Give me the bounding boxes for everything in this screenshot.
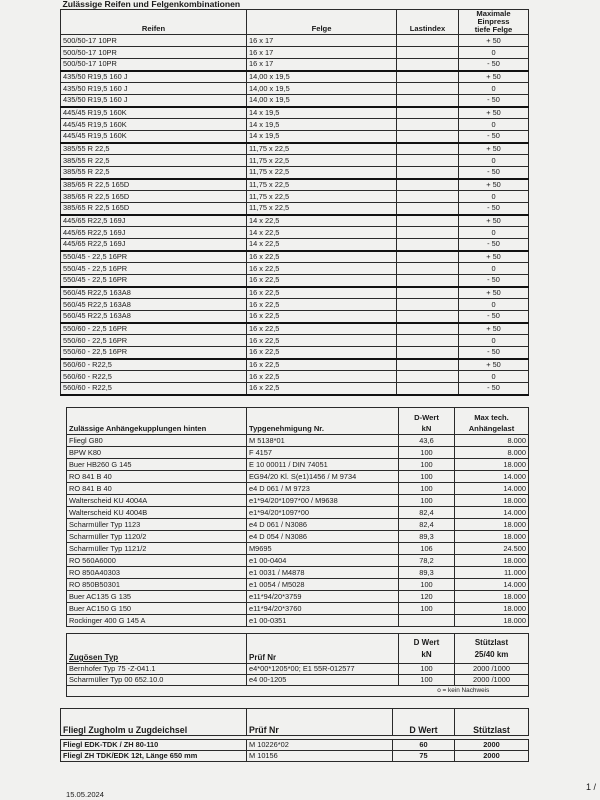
tyre-cell: + 50 — [459, 251, 529, 263]
tyre-cell: 445/45 R19,5 160K — [61, 107, 247, 119]
coupling-cell: 78,2 — [399, 555, 455, 567]
coupling-cell: RO 850B50301 — [67, 579, 247, 591]
tyre-cell — [397, 383, 459, 395]
tyre-cell: 11,75 x 22,5 — [247, 155, 397, 167]
tyre-row — [61, 275, 529, 287]
coupling-cell: 18.000 — [455, 615, 529, 627]
tyre-cell: 14 x 19,5 — [247, 131, 397, 143]
tyre-row — [61, 383, 529, 395]
tyre-row — [61, 311, 529, 323]
tyre-cell — [397, 107, 459, 119]
coupling-cell: M 5138*01 — [247, 435, 399, 447]
coupling-cell: 100 — [399, 483, 455, 495]
tyre-cell: 560/45 R22,5 163A8 — [61, 311, 247, 323]
tyre-cell: 550/60 - 22,5 16PR — [61, 323, 247, 335]
tyre-cell: 445/65 R22,5 169J — [61, 227, 247, 239]
footer-date: 15.05.2024 — [66, 790, 105, 799]
tyre-cell: + 50 — [459, 143, 529, 155]
coupling-row — [67, 507, 529, 519]
tyre-cell: 0 — [459, 299, 529, 311]
tyre-cell: 16 x 17 — [247, 59, 397, 71]
drawbar-cell: M 10156 — [247, 751, 393, 762]
tyre-cell: - 50 — [459, 203, 529, 215]
coupling-table — [66, 407, 529, 627]
eye-cell: 2000 /1000 — [455, 675, 529, 686]
coupling-cell: e11*94/20*3759 — [247, 591, 399, 603]
tyre-cell: 500/50-17 10PR — [61, 47, 247, 59]
coupling-cell: e1 00-0404 — [247, 555, 399, 567]
coupling-row — [67, 591, 529, 603]
drawbar-row — [61, 751, 529, 762]
tyre-cell: 445/45 R19,5 160K — [61, 131, 247, 143]
tyre-cell — [397, 347, 459, 359]
coupling-cell: e11*94/20*3760 — [247, 603, 399, 615]
tyre-cell: 445/65 R22,5 169J — [61, 239, 247, 251]
coupling-table-body — [67, 435, 529, 627]
coupling-cell: Walterscheid KU 4004B — [67, 507, 247, 519]
coupling-cell: e4 D 061 / M 9723 — [247, 483, 399, 495]
tyre-cell: 16 x 22,5 — [247, 311, 397, 323]
drawbar-cell: M 10226*02 — [247, 740, 393, 751]
coupling-load-line2: Anhängelast — [468, 424, 515, 433]
coupling-cell: 100 — [399, 447, 455, 459]
coupling-cell: e1 0031 / M4878 — [247, 567, 399, 579]
tyre-cell: 0 — [459, 263, 529, 275]
col-coupling-name: Zulässige Anhängekupplungen hinten — [67, 408, 247, 435]
tyre-row — [61, 143, 529, 155]
col-felge: Felge — [247, 10, 397, 35]
coupling-cell: 18.000 — [455, 459, 529, 471]
drawbar-eye-table — [66, 633, 529, 697]
tyre-cell: 500/50-17 10PR — [61, 35, 247, 47]
coupling-cell: 18.000 — [455, 555, 529, 567]
tyre-cell: 16 x 22,5 — [247, 263, 397, 275]
coupling-cell: 100 — [399, 603, 455, 615]
coupling-cell: 100 — [399, 495, 455, 507]
coupling-load-line1: Max tech. — [474, 413, 509, 422]
tyre-cell: 0 — [459, 371, 529, 383]
coupling-cell: 89,3 — [399, 567, 455, 579]
tyre-cell — [397, 119, 459, 131]
tyre-cell — [397, 323, 459, 335]
tyre-cell: 16 x 22,5 — [247, 371, 397, 383]
tyre-cell — [397, 263, 459, 275]
coupling-cell: 100 — [399, 459, 455, 471]
tyre-cell — [397, 239, 459, 251]
coupling-cell: 100 — [399, 579, 455, 591]
coupling-cell: 14.000 — [455, 483, 529, 495]
tyre-table-title: Zulässige Reifen und Felgenkombinationen — [61, 0, 529, 10]
tyre-row — [61, 371, 529, 383]
coupling-cell: RO 841 B 40 — [67, 471, 247, 483]
tyre-cell: 14 x 22,5 — [247, 239, 397, 251]
tyre-cell: - 50 — [459, 311, 529, 323]
col-drawbar-dwert: D Wert — [393, 709, 455, 736]
tyre-cell: 435/50 R19,5 160 J — [61, 95, 247, 107]
coupling-row — [67, 603, 529, 615]
tyre-cell: 16 x 22,5 — [247, 347, 397, 359]
col-einpresstiefe — [459, 10, 529, 35]
tyre-cell — [397, 251, 459, 263]
coupling-cell: Scharmüller Typ 1123 — [67, 519, 247, 531]
tyre-cell: 385/55 R 22,5 — [61, 167, 247, 179]
col-coupling-approval: Typgenehmigung Nr. — [247, 408, 399, 435]
tyre-row — [61, 47, 529, 59]
tyre-cell: 0 — [459, 335, 529, 347]
tyre-cell — [397, 47, 459, 59]
note-text: o = kein Nachweis — [399, 686, 529, 697]
tyre-row — [61, 167, 529, 179]
eye-row — [67, 664, 529, 675]
drawbar-cell: 75 — [393, 751, 455, 762]
tyre-cell: - 50 — [459, 383, 529, 395]
coupling-cell: 14.000 — [455, 471, 529, 483]
tyre-cell: 385/55 R 22,5 — [61, 155, 247, 167]
coupling-cell: 89,3 — [399, 531, 455, 543]
tyre-cell: 550/45 - 22,5 16PR — [61, 251, 247, 263]
tyre-cell: 550/45 - 22,5 16PR — [61, 263, 247, 275]
coupling-cell: 18.000 — [455, 531, 529, 543]
tyre-cell: 16 x 22,5 — [247, 335, 397, 347]
tyre-cell: 550/45 - 22,5 16PR — [61, 275, 247, 287]
tyre-cell: + 50 — [459, 107, 529, 119]
coupling-cell: Buer AC150 G 150 — [67, 603, 247, 615]
tyre-cell: 0 — [459, 119, 529, 131]
coupling-cell: 8.000 — [455, 447, 529, 459]
note-spacer — [67, 686, 247, 697]
eye-dwert-line1: D Wert — [413, 637, 440, 647]
tyre-row — [61, 179, 529, 191]
coupling-cell: 43,6 — [399, 435, 455, 447]
eye-row — [67, 675, 529, 686]
drawbar-cell: 60 — [393, 740, 455, 751]
tyre-cell — [397, 83, 459, 95]
tyre-row — [61, 335, 529, 347]
tyre-row — [61, 203, 529, 215]
tyre-cell — [397, 191, 459, 203]
coupling-cell: 11.000 — [455, 567, 529, 579]
tyre-row — [61, 299, 529, 311]
coupling-cell: e1*94/20*1097*00 / M9638 — [247, 495, 399, 507]
tyre-cell: 500/50-17 10PR — [61, 59, 247, 71]
coupling-cell — [399, 615, 455, 627]
tyre-cell: + 50 — [459, 35, 529, 47]
tyre-cell: 445/65 R22,5 169J — [61, 215, 247, 227]
tyre-cell — [397, 71, 459, 83]
coupling-dwert-line2: kN — [421, 424, 432, 433]
tyre-cell — [397, 203, 459, 215]
drawbar-cell: Fliegl EDK-TDK / ZH 80-110 — [61, 740, 247, 751]
eye-cell: Scharmüller Typ 00 652.10.0 — [67, 675, 247, 686]
tyre-cell: - 50 — [459, 59, 529, 71]
tyre-cell: 560/60 - R22,5 — [61, 359, 247, 371]
coupling-row — [67, 579, 529, 591]
einpress-line2: Einpress — [477, 17, 510, 26]
tyre-row — [61, 215, 529, 227]
coupling-cell: e1 00-0351 — [247, 615, 399, 627]
tyre-cell: 11,75 x 22,5 — [247, 179, 397, 191]
tyre-cell: + 50 — [459, 323, 529, 335]
tyre-cell: 550/60 - 22,5 16PR — [61, 335, 247, 347]
tyre-row — [61, 227, 529, 239]
tyre-cell: - 50 — [459, 275, 529, 287]
col-drawbar-pruef: Prüf Nr — [247, 709, 393, 736]
tyre-cell — [397, 215, 459, 227]
page-number: 1 / — [586, 782, 597, 792]
tyre-cell: 14,00 x 19,5 — [247, 71, 397, 83]
coupling-cell: RO 841 B 40 — [67, 483, 247, 495]
eye-stuetz-line2: 25/40 km — [474, 649, 509, 659]
tyre-cell — [397, 131, 459, 143]
coupling-cell: 18.000 — [455, 591, 529, 603]
coupling-cell: Buer AC135 G 135 — [67, 591, 247, 603]
col-eye-name: Zugösen Typ — [67, 634, 247, 664]
coupling-cell: 18.000 — [455, 519, 529, 531]
tyre-row — [61, 131, 529, 143]
coupling-cell: 82,4 — [399, 507, 455, 519]
tyre-row — [61, 263, 529, 275]
coupling-cell: Buer HB260 G 145 — [67, 459, 247, 471]
tyre-cell: + 50 — [459, 287, 529, 299]
coupling-cell: e4 D 061 / N3086 — [247, 519, 399, 531]
drawbar-cell: Fliegl ZH TDK/EDK 12t, Länge 650 mm — [61, 751, 247, 762]
tyre-cell: 560/45 R22,5 163A8 — [61, 299, 247, 311]
tyre-row — [61, 119, 529, 131]
tyre-cell: 560/60 - R22,5 — [61, 371, 247, 383]
tyre-cell: 14 x 19,5 — [247, 107, 397, 119]
coupling-cell: RO 560A6000 — [67, 555, 247, 567]
coupling-cell: 14.000 — [455, 507, 529, 519]
tyre-cell: 14 x 19,5 — [247, 119, 397, 131]
tyre-cell: 385/55 R 22,5 — [61, 143, 247, 155]
coupling-row — [67, 495, 529, 507]
coupling-cell: F 4157 — [247, 447, 399, 459]
drawbar-cell: 2000 — [455, 751, 529, 762]
coupling-cell: 18.000 — [455, 495, 529, 507]
coupling-cell: BPW K80 — [67, 447, 247, 459]
tyre-cell — [397, 335, 459, 347]
tyre-cell: + 50 — [459, 179, 529, 191]
coupling-cell: EG94/20 Kl. S(e1)1456 / M 9734 — [247, 471, 399, 483]
coupling-row — [67, 555, 529, 567]
coupling-row — [67, 447, 529, 459]
tyre-cell: 16 x 22,5 — [247, 359, 397, 371]
eye-cell: 100 — [399, 664, 455, 675]
tyre-row — [61, 323, 529, 335]
tyre-row — [61, 83, 529, 95]
tyre-cell: 14,00 x 19,5 — [247, 95, 397, 107]
tyre-cell: + 50 — [459, 359, 529, 371]
tyre-cell: - 50 — [459, 131, 529, 143]
coupling-cell: 100 — [399, 471, 455, 483]
tyre-rim-table — [60, 0, 529, 396]
eye-cell: e4*00*1205*00; E1 55R-012577 — [247, 664, 399, 675]
einpress-line1: Maximale — [476, 9, 511, 18]
tyre-row — [61, 59, 529, 71]
col-eye-dwert — [399, 634, 455, 664]
coupling-cell: Rockinger 400 G 145 A — [67, 615, 247, 627]
coupling-row — [67, 531, 529, 543]
tyre-cell: - 50 — [459, 239, 529, 251]
tyre-cell: 16 x 22,5 — [247, 287, 397, 299]
eye-cell: Bernhofer Typ 75 -Z-041.1 — [67, 664, 247, 675]
tyre-cell — [397, 311, 459, 323]
col-eye-pruef: Prüf Nr — [247, 634, 399, 664]
coupling-cell: 14.000 — [455, 579, 529, 591]
coupling-cell: e4 D 054 / N3086 — [247, 531, 399, 543]
tyre-cell: 16 x 22,5 — [247, 383, 397, 395]
eye-dwert-line2: kN — [421, 649, 432, 659]
tyre-row — [61, 287, 529, 299]
eye-table-body — [67, 664, 529, 686]
tyre-cell — [397, 143, 459, 155]
tyre-cell — [397, 155, 459, 167]
tyre-cell: 0 — [459, 83, 529, 95]
coupling-cell: Fliegl G80 — [67, 435, 247, 447]
tyre-cell: 16 x 22,5 — [247, 299, 397, 311]
tyre-cell — [397, 179, 459, 191]
coupling-cell: e1 0054 / M5028 — [247, 579, 399, 591]
tyre-cell: 0 — [459, 47, 529, 59]
tyre-cell: 0 — [459, 227, 529, 239]
tyre-cell: 16 x 22,5 — [247, 275, 397, 287]
tyre-cell: + 50 — [459, 215, 529, 227]
tyre-cell: 385/65 R 22,5 165D — [61, 179, 247, 191]
coupling-cell: 8.000 — [455, 435, 529, 447]
eye-cell: 100 — [399, 675, 455, 686]
coupling-row — [67, 615, 529, 627]
tyre-cell — [397, 275, 459, 287]
tyre-cell: 385/65 R 22,5 165D — [61, 191, 247, 203]
tyre-cell: 0 — [459, 155, 529, 167]
tyre-table-body — [61, 35, 529, 395]
tyre-cell — [397, 35, 459, 47]
tyre-row — [61, 191, 529, 203]
tyre-cell: - 50 — [459, 347, 529, 359]
eye-cell: e4 00-1205 — [247, 675, 399, 686]
tyre-cell — [397, 359, 459, 371]
tyre-cell — [397, 299, 459, 311]
tyre-cell: 16 x 17 — [247, 35, 397, 47]
tyre-row — [61, 95, 529, 107]
col-drawbar-stuetz: Stützlast — [455, 709, 529, 736]
tyre-row — [61, 239, 529, 251]
tyre-cell — [397, 95, 459, 107]
tyre-cell: 16 x 17 — [247, 47, 397, 59]
coupling-row — [67, 459, 529, 471]
tyre-cell: 11,75 x 22,5 — [247, 143, 397, 155]
tyre-cell — [397, 371, 459, 383]
coupling-cell: M9695 — [247, 543, 399, 555]
eye-stuetz-line1: Stützlast — [474, 637, 509, 647]
tyre-cell: - 50 — [459, 167, 529, 179]
col-lastindex: Lastindex — [397, 10, 459, 35]
tyre-cell: 14 x 22,5 — [247, 215, 397, 227]
coupling-row — [67, 567, 529, 579]
tyre-row — [61, 359, 529, 371]
tyre-cell: 0 — [459, 191, 529, 203]
coupling-cell: RO 850A40303 — [67, 567, 247, 579]
tyre-cell: 11,75 x 22,5 — [247, 191, 397, 203]
tyre-row — [61, 347, 529, 359]
tyre-cell: 435/50 R19,5 160 J — [61, 71, 247, 83]
coupling-row — [67, 519, 529, 531]
drawbar-table — [60, 708, 529, 762]
tyre-cell: 11,75 x 22,5 — [247, 167, 397, 179]
tyre-cell: 435/50 R19,5 160 J — [61, 83, 247, 95]
tyre-row — [61, 35, 529, 47]
coupling-cell: Scharmüller Typ 1120/2 — [67, 531, 247, 543]
tyre-row — [61, 251, 529, 263]
tyre-cell: 385/65 R 22,5 165D — [61, 203, 247, 215]
col-eye-stuetz — [455, 634, 529, 664]
tyre-cell: + 50 — [459, 71, 529, 83]
tyre-row — [61, 71, 529, 83]
coupling-cell: 120 — [399, 591, 455, 603]
tyre-cell: 16 x 22,5 — [247, 251, 397, 263]
drawbar-cell: 2000 — [455, 740, 529, 751]
tyre-cell: - 50 — [459, 95, 529, 107]
col-drawbar-name: Fliegl Zugholm u Zugdeichsel — [61, 709, 247, 736]
coupling-cell: 106 — [399, 543, 455, 555]
tyre-cell: 560/60 - R22,5 — [61, 383, 247, 395]
coupling-cell: E 10 00011 / DIN 74051 — [247, 459, 399, 471]
coupling-cell: Walterscheid KU 4004A — [67, 495, 247, 507]
coupling-cell: 18.000 — [455, 603, 529, 615]
tyre-cell: 11,75 x 22,5 — [247, 203, 397, 215]
tyre-cell: 445/45 R19,5 160K — [61, 119, 247, 131]
tyre-cell — [397, 167, 459, 179]
tyre-row — [61, 107, 529, 119]
coupling-row — [67, 483, 529, 495]
eye-cell: 2000 /1000 — [455, 664, 529, 675]
tyre-cell: 14 x 22,5 — [247, 227, 397, 239]
tyre-row — [61, 155, 529, 167]
tyre-cell: 16 x 22,5 — [247, 323, 397, 335]
coupling-row — [67, 435, 529, 447]
coupling-dwert-line1: D-Wert — [414, 413, 439, 422]
coupling-cell: 24.500 — [455, 543, 529, 555]
tyre-cell: 550/60 - 22,5 16PR — [61, 347, 247, 359]
col-coupling-dwert — [399, 408, 455, 435]
tyre-cell — [397, 59, 459, 71]
note-spacer — [247, 686, 399, 697]
coupling-row — [67, 471, 529, 483]
tyre-cell — [397, 287, 459, 299]
col-reifen: Reifen — [61, 10, 247, 35]
einpress-line3: tiefe Felge — [474, 25, 513, 34]
coupling-cell: e1*94/20*1097*00 — [247, 507, 399, 519]
drawbar-row — [61, 740, 529, 751]
tyre-cell: 560/45 R22,5 163A8 — [61, 287, 247, 299]
coupling-cell: 82,4 — [399, 519, 455, 531]
drawbar-table-body — [61, 740, 529, 762]
tyre-cell — [397, 227, 459, 239]
coupling-row — [67, 543, 529, 555]
tyre-cell: 14,00 x 19,5 — [247, 83, 397, 95]
coupling-cell: Scharmüller Typ 1121/2 — [67, 543, 247, 555]
col-coupling-load — [455, 408, 529, 435]
